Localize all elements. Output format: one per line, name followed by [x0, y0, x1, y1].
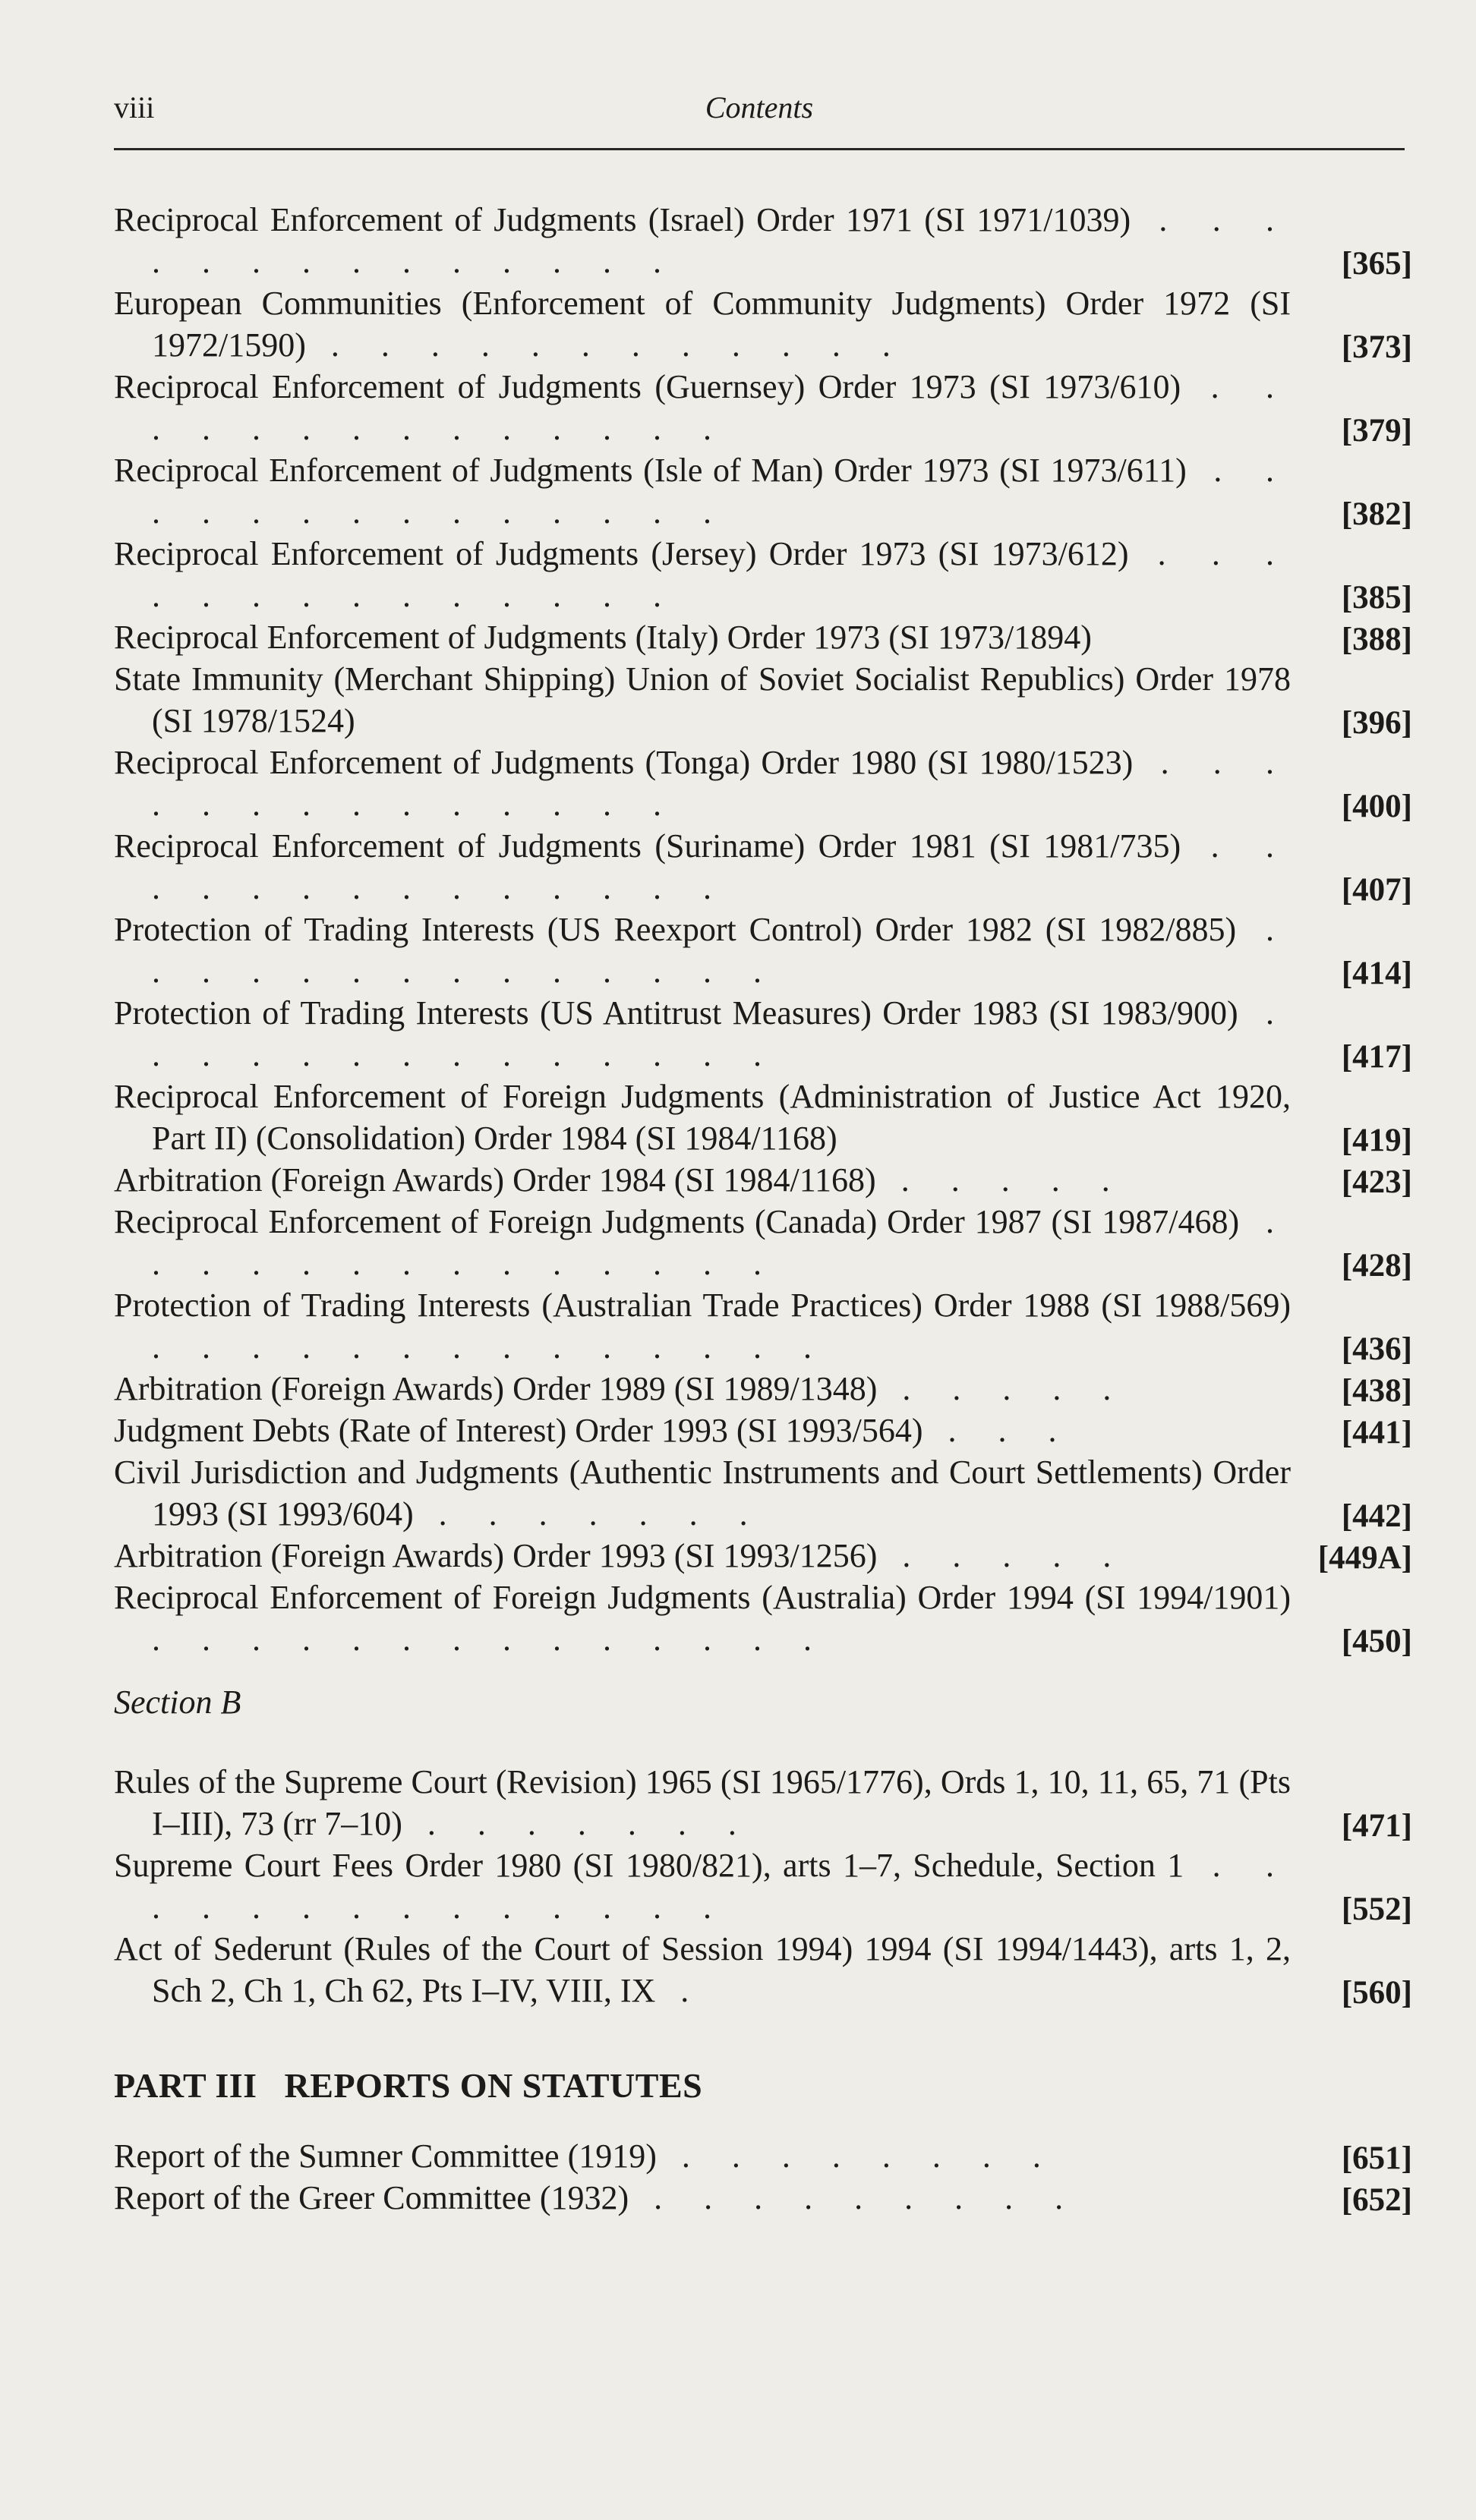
- toc-entry-reference: [471]: [1341, 1808, 1412, 1844]
- toc-entry-reference: [423]: [1341, 1164, 1412, 1200]
- dot-leader: . . . . . . . . . . . . . .: [152, 1621, 828, 1658]
- toc-entry-title: [114, 533, 1291, 616]
- toc-entry-title: [114, 2177, 1291, 2219]
- toc-entry-text: Act of Sederunt (Rules of the Court of Session 1994) 1994 (SI 1994/1443), arts 1, 2, Sch 2, Ch 1, Ch 62, Pts I–IV, VIII, IX: [114, 1930, 1291, 2009]
- dot-leader: . . . . . . . .: [656, 2137, 1058, 2175]
- toc-entry-title: [114, 1201, 1291, 1284]
- toc-entry-title: [114, 658, 1291, 742]
- toc-entry[interactable]: [114, 1159, 1412, 1201]
- dot-leader: . . . . . . .: [402, 1805, 753, 1842]
- toc-entry-text: Reciprocal Enforcement of Judgments (Isle of Man) Order 1973 (SI 1973/611): [114, 452, 1187, 489]
- dot-leader: . . . . . . . . . . . . . .: [152, 744, 1292, 823]
- dot-leader: . . . . . . . . . . . . . .: [152, 535, 1292, 614]
- running-head: [114, 90, 1405, 143]
- toc-entry[interactable]: [114, 1928, 1412, 2011]
- toc-entry-text: Supreme Court Fees Order 1980 (SI 1980/821), arts 1–7, Schedule, Section 1: [114, 1847, 1184, 1884]
- toc-entry[interactable]: [114, 282, 1412, 366]
- toc-entry-reference: [419]: [1341, 1123, 1412, 1158]
- toc-entry-reference: [388]: [1341, 622, 1412, 657]
- toc-entry-title: [114, 1535, 1291, 1577]
- toc-entry-title: [114, 1761, 1291, 1844]
- toc-entry-reference: [441]: [1341, 1415, 1412, 1451]
- toc-entry[interactable]: [114, 825, 1412, 909]
- toc-entry-text: Reciprocal Enforcement of Foreign Judgments (Australia) Order 1994 (SI 1994/1901): [114, 1579, 1291, 1616]
- toc-entry[interactable]: [114, 366, 1412, 449]
- toc-entry-text: Reciprocal Enforcement of Judgments (Italy) Order 1973 (SI 1973/1894): [114, 619, 1092, 656]
- part-iii-entries: [114, 2135, 1412, 2219]
- toc-entry-text: Reciprocal Enforcement of Judgments (Israel) Order 1971 (SI 1971/1039): [114, 201, 1131, 238]
- toc-entry-reference: [382]: [1341, 496, 1412, 532]
- section-b-label: Section B: [114, 1684, 241, 1721]
- toc-entry-text: Arbitration (Foreign Awards) Order 1993 (SI 1993/1256): [114, 1537, 878, 1574]
- toc-entry-reference: [560]: [1341, 1975, 1412, 2011]
- toc-entry-reference: [417]: [1341, 1039, 1412, 1075]
- dot-leader: . . . . . . . . . . . .: [305, 326, 907, 364]
- toc-entry-title: [114, 199, 1291, 282]
- dot-leader: . . . . .: [875, 1161, 1127, 1199]
- toc-entry-reference: [438]: [1341, 1373, 1412, 1409]
- toc-entry-text: Judgment Debts (Rate of Interest) Order 1993 (SI 1993/564): [114, 1412, 923, 1449]
- toc-entry-reference: [442]: [1341, 1498, 1412, 1534]
- header-rule: [114, 148, 1405, 150]
- toc-entry-text: Report of the Sumner Committee (1919): [114, 2137, 657, 2175]
- toc-entry-text: Arbitration (Foreign Awards) Order 1984 (SI 1984/1168): [114, 1161, 876, 1199]
- toc-entry[interactable]: [114, 909, 1412, 992]
- section-a-entries: [114, 199, 1412, 1660]
- toc-entry-title: [114, 992, 1291, 1076]
- toc-entry-reference: [414]: [1341, 956, 1412, 991]
- toc-entry-text: Reciprocal Enforcement of Judgments (Jersey) Order 1973 (SI 1973/612): [114, 535, 1129, 572]
- toc-entry-title: [114, 616, 1291, 658]
- dot-leader: . . . . . . . . . . . . . .: [152, 201, 1291, 280]
- dot-leader: . . . . . . . . . . . . . .: [152, 452, 1291, 531]
- dot-leader: . . . . . . . . . . . . . .: [152, 827, 1291, 906]
- toc-entry-title: [114, 1076, 1291, 1159]
- toc-entry-reference: [651]: [1341, 2140, 1412, 2176]
- toc-entry-title: [114, 1159, 1291, 1201]
- dot-leader: . . . . . . .: [413, 1495, 765, 1532]
- toc-entry-reference: [400]: [1341, 789, 1412, 824]
- dot-leader: . . . . . . . . . . . . . .: [152, 368, 1292, 447]
- toc-entry-title: [114, 449, 1291, 533]
- toc-entry-title: [114, 282, 1291, 366]
- section-b-entries: [114, 1761, 1412, 2011]
- toc-entry-title: [114, 1577, 1291, 1660]
- toc-entry-title: [114, 825, 1291, 909]
- dot-leader: . . . . .: [877, 1537, 1128, 1574]
- toc-entry-text: Reciprocal Enforcement of Foreign Judgments (Administration of Justice Act 1920, Part II) (Consolidation) Order 1984 (SI 1984/1168): [114, 1078, 1291, 1157]
- toc-entry[interactable]: [114, 1201, 1412, 1284]
- toc-entry-reference: [385]: [1341, 580, 1412, 616]
- dot-leader: . . . . . . . . . . . . . .: [152, 1328, 828, 1366]
- dot-leader: . . . . . . . . . . . . . .: [152, 994, 1292, 1073]
- toc-entry-text: Protection of Trading Interests (US Antitrust Measures) Order 1983 (SI 1983/900): [114, 994, 1238, 1032]
- toc-entry[interactable]: [114, 1577, 1412, 1660]
- toc-entry[interactable]: [114, 1076, 1412, 1159]
- toc-entry-reference: [407]: [1341, 872, 1412, 908]
- toc-entry[interactable]: [114, 1368, 1412, 1410]
- toc-entry-reference: [652]: [1341, 2182, 1412, 2218]
- dot-leader: . . . . . . . . .: [629, 2179, 1080, 2216]
- toc-entry-text: Rules of the Supreme Court (Revision) 1965 (SI 1965/1776), Ords 1, 10, 11, 65, 71 (Pts I–III), 73 (rr 7–10): [114, 1763, 1291, 1842]
- toc-entry[interactable]: [114, 199, 1412, 282]
- toc-entry[interactable]: [114, 616, 1412, 658]
- toc-entry-reference: [396]: [1341, 705, 1412, 741]
- toc-entry[interactable]: [114, 449, 1412, 533]
- toc-entry-text: Reciprocal Enforcement of Judgments (Guernsey) Order 1973 (SI 1973/610): [114, 368, 1181, 405]
- toc-entry-reference: [373]: [1341, 329, 1412, 365]
- toc-entry[interactable]: [114, 1761, 1412, 1844]
- toc-entry-reference: [552]: [1341, 1892, 1412, 1927]
- toc-entry-title: [114, 1451, 1291, 1535]
- toc-entry-text: European Communities (Enforcement of Community Judgments) Order 1972 (SI 1972/1590): [114, 285, 1291, 364]
- toc-entry-reference: [365]: [1341, 246, 1412, 282]
- toc-entry-title: [114, 742, 1291, 825]
- toc-entry-reference: [428]: [1341, 1248, 1412, 1284]
- toc-entry[interactable]: [114, 533, 1412, 616]
- toc-entry[interactable]: [114, 992, 1412, 1076]
- toc-entry-text: Reciprocal Enforcement of Judgments (Tonga) Order 1980 (SI 1980/1523): [114, 744, 1134, 781]
- toc-entry-text: Protection of Trading Interests (US Reexport Control) Order 1982 (SI 1982/885): [114, 911, 1237, 948]
- toc-entry-title: [114, 366, 1291, 449]
- toc-entry[interactable]: [114, 2177, 1412, 2219]
- toc-entry-text: Reciprocal Enforcement of Foreign Judgments (Canada) Order 1987 (SI 1987/468): [114, 1203, 1240, 1240]
- dot-leader: .: [655, 1972, 706, 2009]
- toc-entry-reference: [450]: [1341, 1624, 1412, 1659]
- toc-entry[interactable]: [114, 742, 1412, 825]
- page-number: viii: [114, 90, 155, 124]
- toc-entry-title: [114, 909, 1291, 992]
- toc-entry-text: Civil Jurisdiction and Judgments (Authentic Instruments and Court Settlements) Order 1993 (SI 1993/604): [114, 1454, 1291, 1532]
- toc-entry-reference: [379]: [1341, 413, 1412, 449]
- toc-entry-title: [114, 1284, 1291, 1368]
- toc-entry-title: [114, 2135, 1291, 2177]
- toc-entry[interactable]: [114, 658, 1412, 742]
- table-of-contents: [114, 199, 1412, 2219]
- toc-entry-title: [114, 1368, 1291, 1410]
- toc-entry[interactable]: [114, 1410, 1412, 1451]
- dot-leader: . . . . . . . . . . . . . .: [152, 1847, 1291, 1926]
- toc-entry[interactable]: [114, 1535, 1412, 1577]
- toc-entry-reference: [436]: [1341, 1331, 1412, 1367]
- toc-entry[interactable]: [114, 1451, 1412, 1535]
- toc-entry[interactable]: [114, 1284, 1412, 1368]
- toc-entry-text: Arbitration (Foreign Awards) Order 1989 (SI 1989/1348): [114, 1370, 878, 1407]
- toc-entry-text: Protection of Trading Interests (Australian Trade Practices) Order 1988 (SI 1988/569): [114, 1287, 1291, 1324]
- running-title: Contents: [705, 90, 814, 124]
- toc-entry[interactable]: [114, 1844, 1412, 1928]
- part-iii-heading: PART III REPORTS ON STATUTES: [114, 2066, 703, 2105]
- toc-entry-title: [114, 1410, 1291, 1451]
- dot-leader: . . . . .: [877, 1370, 1128, 1407]
- dot-leader: . . .: [922, 1412, 1074, 1449]
- toc-entry[interactable]: [114, 2135, 1412, 2177]
- dot-leader: . . . . . . . . . . . . . .: [152, 1203, 1292, 1282]
- toc-entry-title: [114, 1928, 1291, 2011]
- toc-entry-text: Reciprocal Enforcement of Judgments (Suriname) Order 1981 (SI 1981/735): [114, 827, 1181, 865]
- toc-entry-reference: [449A]: [1317, 1540, 1412, 1576]
- toc-entry-text: State Immunity (Merchant Shipping) Union of Soviet Socialist Republics) Order 1978 (SI 1978/1524): [114, 660, 1291, 739]
- toc-entry-title: [114, 1844, 1291, 1928]
- dot-leader: . . . . . . . . . . . . . .: [152, 911, 1291, 990]
- toc-entry-text: Report of the Greer Committee (1932): [114, 2179, 629, 2216]
